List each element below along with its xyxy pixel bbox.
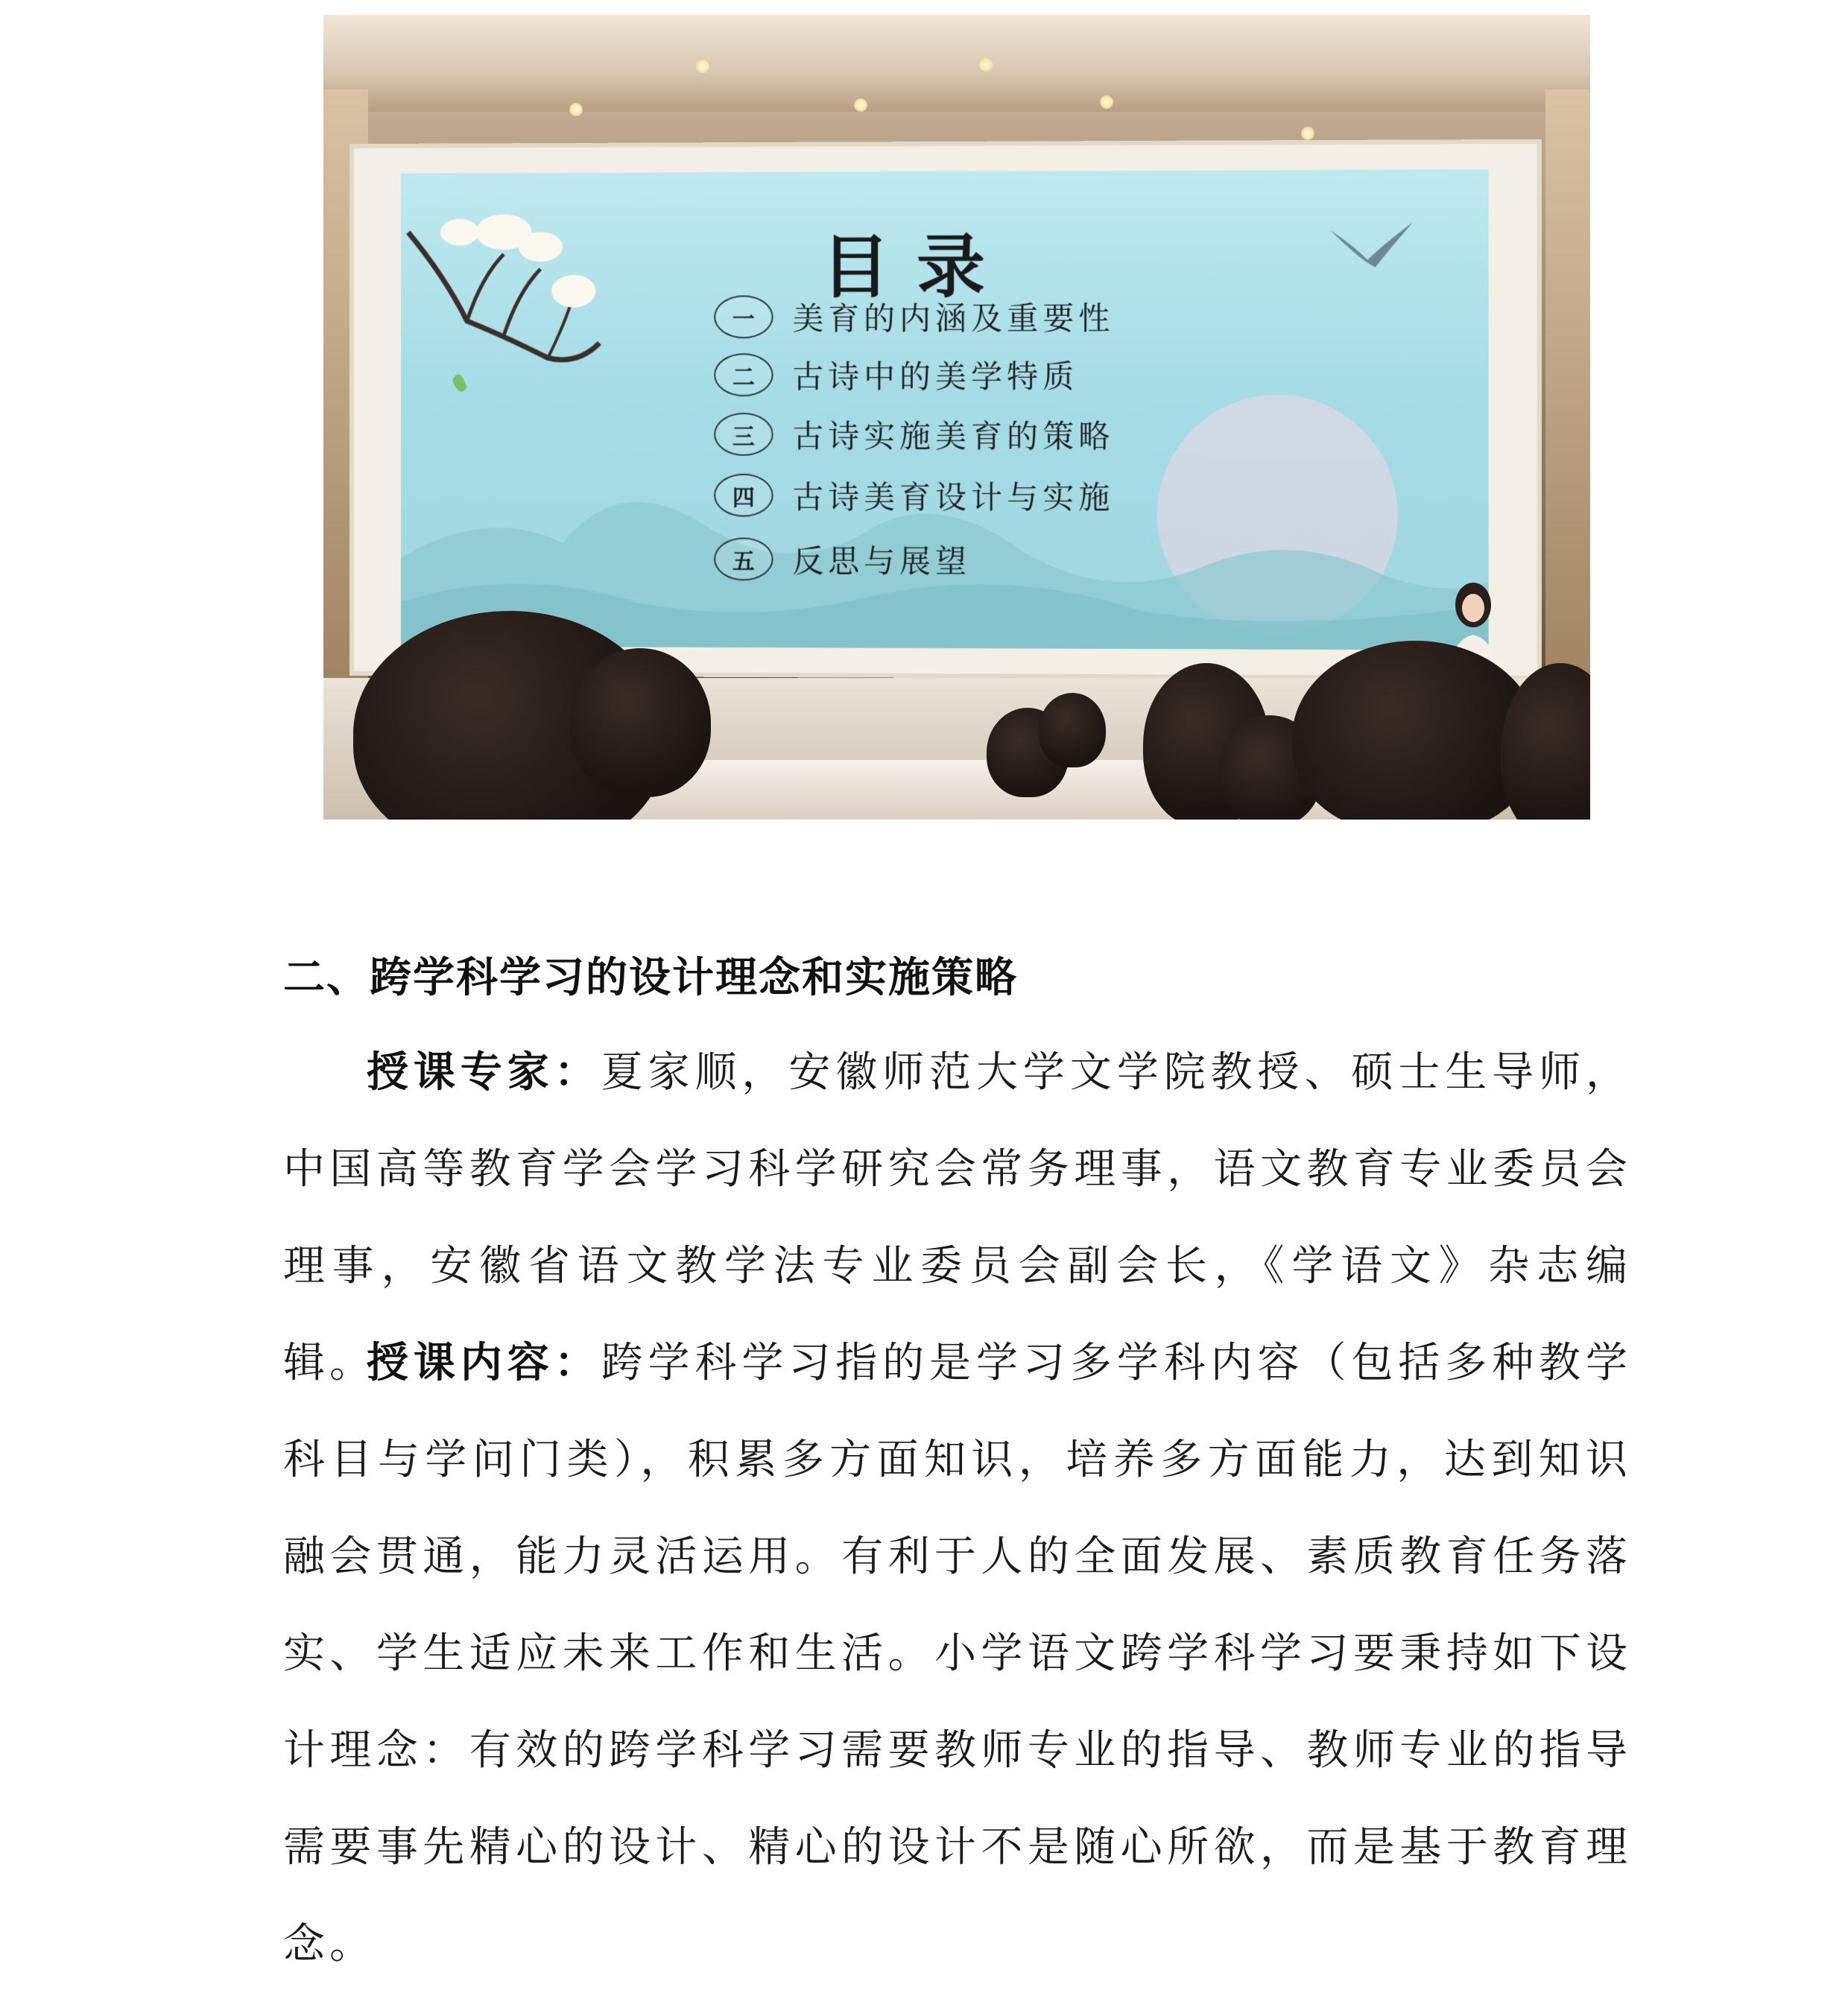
slide-toc-number: 五 (714, 537, 773, 580)
paragraph-text: 跨学科学习指的是学习多学科内容（包括多种教学科目与学问门类），积累多方面知识，培养多方面能力，达到知识融会贯通，能力灵活运用。有利于人的全面发展、素质教育任务落实、学生适应未来工作和生活。小学语文跨学科学习要秉持如下设计理念：有效的跨学科学习需要教师专业的指导、教师专业的指导需要事先精心的设计、精心的设计不是随心所欲，而是基于教育理念。 (283, 1339, 1633, 1968)
ceiling-light (1301, 127, 1314, 140)
slide-toc-item (714, 408, 1114, 460)
wall-column-right (1545, 89, 1590, 700)
paragraph-text: 夏家顺，安徽师范大学文学院教授、硕士生导师，中国高等教育学会学习科学研究会常务理事，语文教育专业委员会理事，安徽省语文教学法专业委员会副会长，《学语文》杂志编辑。 (283, 1048, 1633, 1387)
paragraph-label: 授课内容： (367, 1338, 601, 1387)
projection-screen (401, 169, 1489, 650)
slide-toc-label: 古诗中的美学特质 (792, 358, 1079, 396)
slide-title: 目录 (821, 226, 1013, 308)
projection-screen-frame (349, 139, 1542, 680)
slide-toc-label: 古诗美育设计与实施 (792, 478, 1115, 516)
ceiling-light (696, 60, 709, 73)
ceiling (323, 15, 1590, 112)
magnolia-branch-illustration (401, 187, 621, 410)
ceiling-light (1100, 95, 1113, 109)
slide-toc-label: 反思与展望 (792, 542, 972, 580)
paragraph-label: 授课专家： (367, 1048, 601, 1097)
paragraph-content (283, 1314, 1632, 1993)
slide-toc-number: 三 (714, 413, 773, 456)
slide-toc-label: 古诗实施美育的策略 (792, 417, 1115, 455)
slide-toc-number: 一 (714, 295, 773, 338)
slide-toc-number: 二 (714, 353, 773, 396)
audience-head (1039, 693, 1106, 767)
slide-toc-item (714, 349, 1078, 401)
slide-toc-number: 四 (714, 474, 773, 517)
slide-toc-item (714, 291, 1114, 343)
conference-photo (323, 15, 1590, 820)
slide-toc-item (714, 469, 1114, 522)
ceiling-light (569, 103, 583, 116)
audience-head (569, 648, 711, 797)
section-heading: 二、跨学科学习的设计理念和实施策略 (283, 953, 1018, 1002)
slide-toc-label: 美育的内涵及重要性 (792, 300, 1115, 338)
slide-toc-item (714, 533, 971, 586)
ceiling-light (979, 58, 993, 72)
ceiling-light (854, 98, 867, 112)
bird-illustration (1323, 215, 1421, 282)
